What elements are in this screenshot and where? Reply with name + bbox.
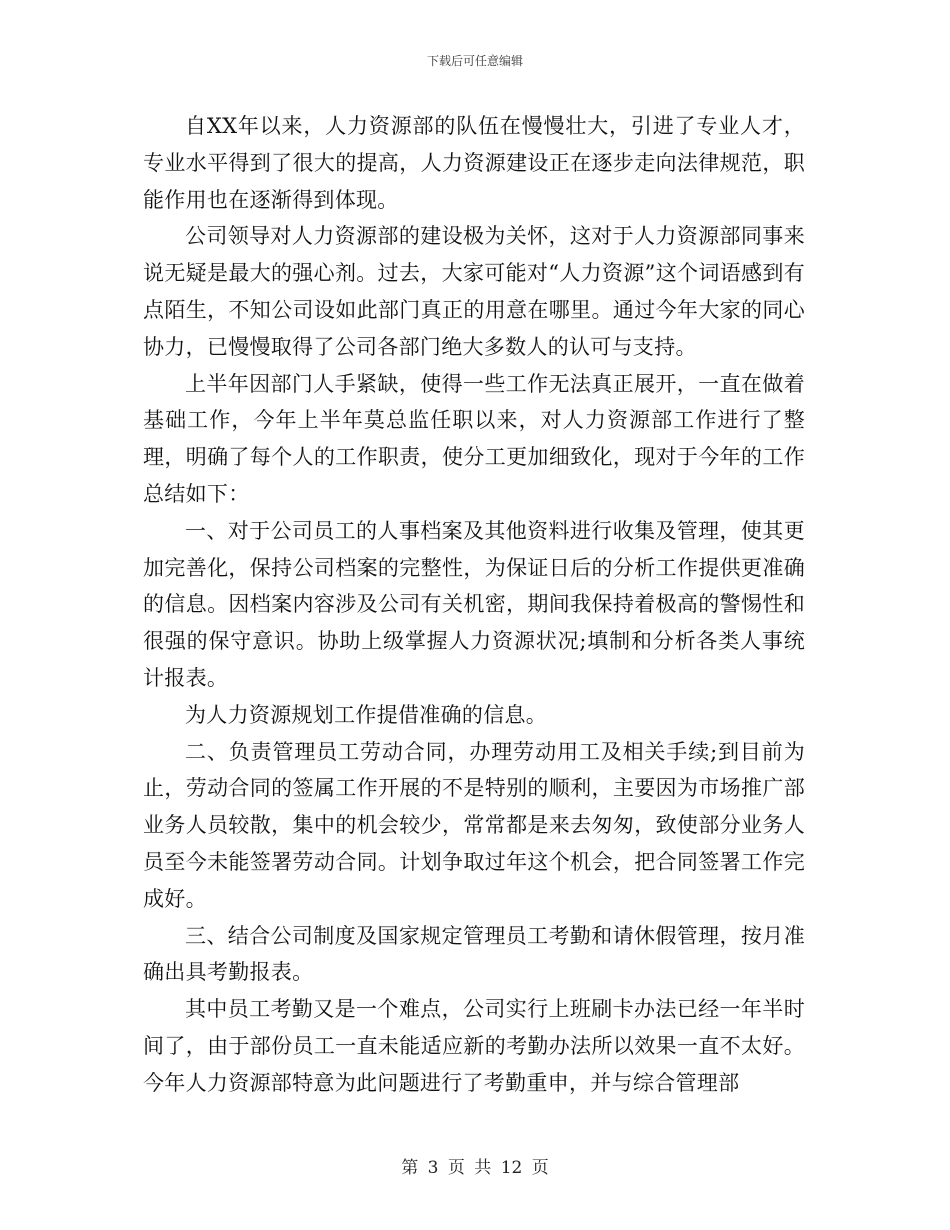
paragraph: 自XX年以来，人力资源部的队伍在慢慢壮大，引进了专业人才，专业水平得到了很大的提高，人力资源建设正在逐步走向法律规范，职能作用也在逐渐得到体现。 (143, 114, 805, 212)
paragraph: 上半年因部门人手紧缺，使得一些工作无法真正展开，一直在做着基础工作，今年上半年莫总监任职以来，对人力资源部工作进行了整理，明确了每个人的工作职责，使分工更加细致化，现对于今年的工作总结如下： (143, 371, 805, 506)
paragraph: 一、对于公司员工的人事档案及其他资料进行收集及管理，使其更加完善化，保持公司档案的完整性，为保证日后的分析工作提供更准确的信息。因档案内容涉及公司有关机密，期间我保持着极高的警惕性和很强的保守意识。协助上级掌握人力资源状况;填制和分析各类人事统计报表。 (143, 518, 805, 690)
paragraph: 公司领导对人力资源部的建设极为关怀，这对于人力资源部同事来说无疑是最大的强心剂。过去，大家可能对“人力资源”这个词语感到有点陌生，不知公司设如此部门真正的用意在哪里。通过今年大家的同心协力，已慢慢取得了公司各部门绝大多数人的认可与支持。 (143, 224, 805, 359)
paragraph: 二、负责管理员工劳动合同，办理劳动用工及相关手续;到目前为止，劳动合同的签属工作开展的不是特别的顺利，主要因为市场推广部业务人员较散，集中的机会较少，常常都是来去匆匆，致使部分业务人员至今未能签署劳动合同。计划争取过年这个机会，把合同签署工作完成好。 (143, 739, 805, 911)
paragraph: 三、结合公司制度及国家规定管理员工考勤和请休假管理，按月准确出具考勤报表。 (143, 923, 805, 985)
page-number-footer: 第 3 页 共 12 页 (401, 1158, 549, 1178)
page-header: 下载后可任意编辑 (426, 54, 523, 68)
paragraph: 其中员工考勤又是一个难点，公司实行上班刷卡办法已经一年半时间了，由于部份员工一直未能适应新的考勤办法所以效果一直不太好。今年人力资源部特意为此问题进行了考勤重申，并与综合管理部 (143, 997, 805, 1095)
document-body (143, 108, 805, 1102)
paragraph: 为人力资源规划工作提借准确的信息。 (185, 702, 548, 727)
